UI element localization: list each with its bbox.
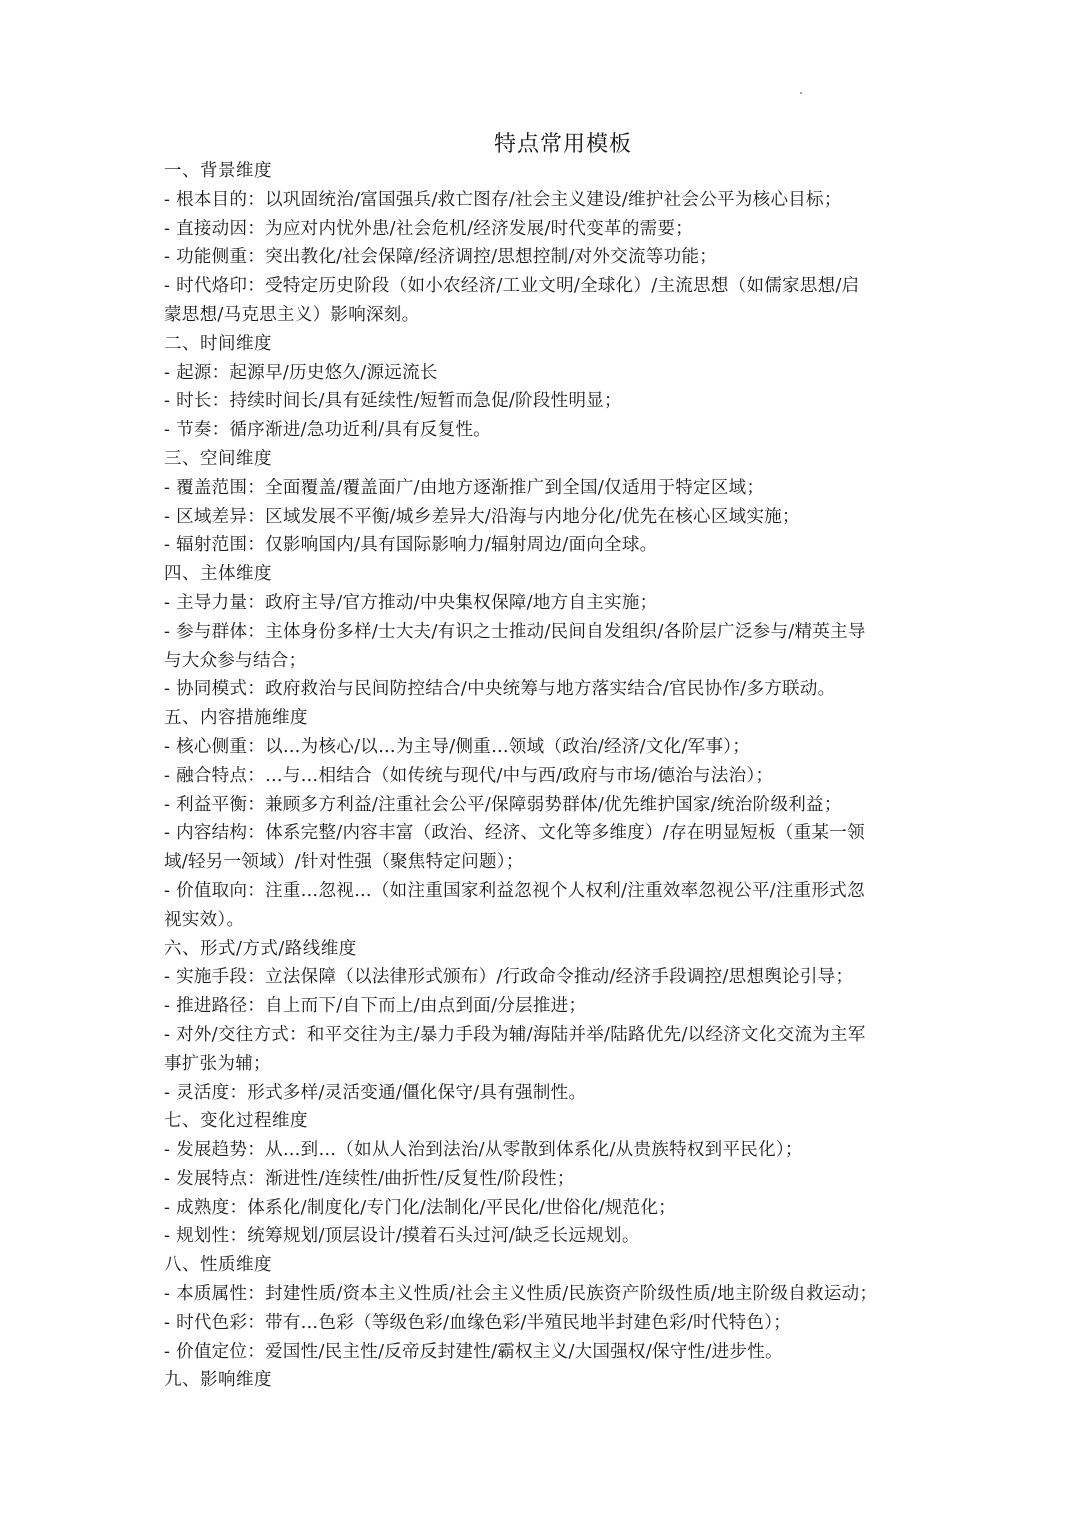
list-item: - 参与群体：主体身份多样/士大夫/有识之士推动/民间自发组织/各阶层广泛参与/精英主导 xyxy=(164,621,866,642)
list-item: - 协同模式：政府救治与民间防控结合/中央统筹与地方落实结合/官民协作/多方联动。 xyxy=(164,679,836,700)
section-heading: 六、形式/方式/路线维度 xyxy=(164,938,357,959)
list-item: - 功能侧重：突出教化/社会保障/经济调控/思想控制/对外交流等功能； xyxy=(164,247,718,268)
corner-mark xyxy=(800,92,802,94)
list-item: - 发展趋势：从…到…（如从人治到法治/从零散到体系化/从贵族特权到平民化）； xyxy=(164,1140,803,1161)
list-item: - 核心侧重：以…为核心/以…为主导/侧重…领域（政治/经济/文化/军事）； xyxy=(164,736,751,757)
list-item: 事扩张为辅； xyxy=(164,1053,271,1074)
section-heading: 二、时间维度 xyxy=(164,333,272,354)
list-item: - 节奏：循序渐进/急功近利/具有反复性。 xyxy=(164,420,492,441)
list-item: - 价值取向：注重…忽视…（如注重国家利益忽视个人权利/注重效率忽视公平/注重形式忽 xyxy=(164,880,865,901)
list-item: - 起源：起源早/历史悠久/源远流长 xyxy=(164,362,438,383)
list-item: - 利益平衡：兼顾多方利益/注重社会公平/保障弱势群体/优先维护国家/统治阶级利益； xyxy=(164,794,842,815)
section-heading: 四、主体维度 xyxy=(164,564,272,585)
list-item: - 辐射范围：仅影响国内/具有国际影响力/辐射周边/面向全球。 xyxy=(164,535,658,556)
list-item: - 推进路径：自上而下/自下而上/由点到面/分层推进； xyxy=(164,996,587,1017)
list-item: - 规划性：统筹规划/顶层设计/摸着石头过河/缺乏长远规划。 xyxy=(164,1226,640,1247)
list-item: - 时代色彩：带有…色彩（等级色彩/血缘色彩/半殖民地半封建色彩/时代特色）； xyxy=(164,1312,792,1333)
list-item: - 对外/交往方式：和平交往为主/暴力手段为辅/海陆并举/陆路优先/以经济文化交流为主军 xyxy=(164,1024,866,1045)
document-body xyxy=(164,157,920,1395)
list-item: - 发展特点：渐进性/连续性/曲折性/反复性/阶段性； xyxy=(164,1168,575,1189)
list-item: - 区域差异：区域发展不平衡/城乡差异大/沿海与内地分化/优先在核心区域实施； xyxy=(164,506,800,527)
section-heading: 五、内容措施维度 xyxy=(164,708,308,729)
list-item: 蒙思想/马克思主义）影响深刻。 xyxy=(164,304,420,325)
section-heading: 九、影响维度 xyxy=(164,1370,272,1391)
list-item: - 价值定位：爱国性/民主性/反帝反封建性/霸权主义/大国强权/保守性/进步性。 xyxy=(164,1341,783,1362)
section-heading: 三、空间维度 xyxy=(164,448,272,469)
list-item: - 内容结构：体系完整/内容丰富（政治、经济、文化等多维度）/存在明显短板（重某一领 xyxy=(164,823,865,844)
list-item: - 本质属性：封建性质/资本主义性质/社会主义性质/民族资产阶级性质/地主阶级自救运动； xyxy=(164,1284,878,1305)
list-item: - 主导力量：政府主导/官方推动/中央集权保障/地方自主实施； xyxy=(164,592,658,613)
section-heading: 八、性质维度 xyxy=(164,1255,272,1276)
list-item: - 成熟度：体系化/制度化/专门化/法制化/平民化/世俗化/规范化； xyxy=(164,1197,677,1218)
list-item: - 直接动因：为应对内忧外患/社会危机/经济发展/时代变革的需要； xyxy=(164,218,694,239)
list-item: - 时代烙印：受特定历史阶段（如小农经济/工业文明/全球化）/主流思想（如儒家思想/启 xyxy=(164,276,860,297)
document-title: 特点常用模板 xyxy=(493,132,632,157)
list-item: - 实施手段：立法保障（以法律形式颁布）/行政命令推动/经济手段调控/思想舆论引导； xyxy=(164,967,854,988)
list-item: - 时长：持续时间长/具有延续性/短暂而急促/阶段性明显； xyxy=(164,391,622,412)
section-heading: 一、背景维度 xyxy=(164,161,272,181)
list-item: 视实效）。 xyxy=(164,909,245,930)
section-heading: 七、变化过程维度 xyxy=(164,1111,308,1132)
list-item: 与大众参与结合； xyxy=(164,650,307,671)
list-item: - 覆盖范围：全面覆盖/覆盖面广/由地方逐渐推广到全国/仅适用于特定区域； xyxy=(164,477,765,498)
list-item: - 灵活度：形式多样/灵活变通/僵化保守/具有强制性。 xyxy=(164,1082,587,1103)
list-item: - 融合特点：…与…相结合（如传统与现代/中与西/政府与市场/德治与法治）； xyxy=(164,765,774,786)
list-item: 域/轻另一领域）/针对性强（聚焦特定问题）； xyxy=(164,852,524,873)
list-item: - 根本目的：以巩固统治/富国强兵/救亡图存/社会主义建设/维护社会公平为核心目标； xyxy=(164,189,842,210)
